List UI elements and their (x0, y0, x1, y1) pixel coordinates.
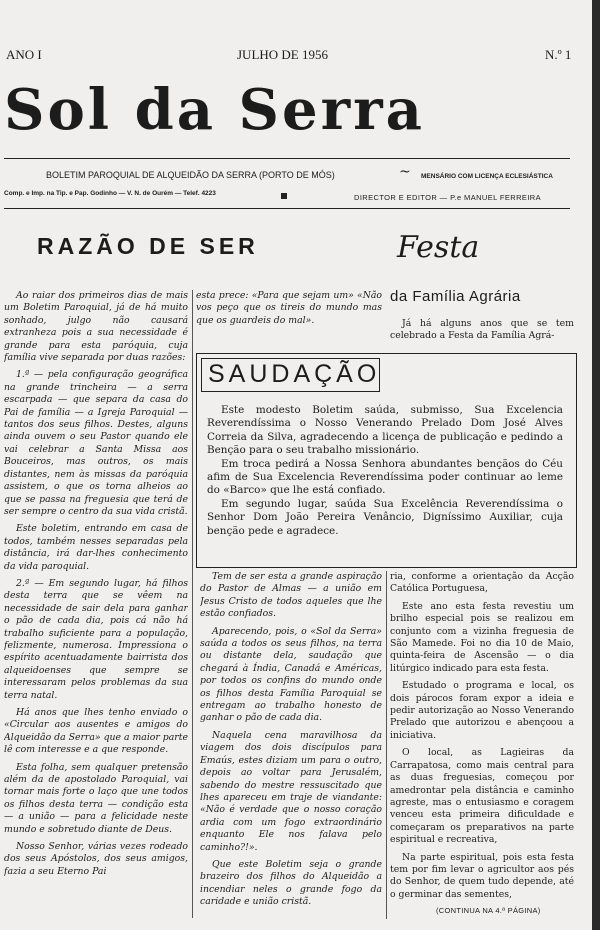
razao-column-2-top (196, 290, 382, 350)
razao-paragraph: Há anos que lhes tenho enviado o «Circular aos ausentes e amigos do Alqueidão da Serra» que a maior parte lê com interesse e a que responde. (4, 707, 188, 756)
razao-column-1 (4, 290, 188, 920)
column-divider (386, 571, 387, 919)
festa-paragraph: Este ano esta festa revestiu um brilho especial pois se realizou em conjunto com a vizinha freguesia de São Mamede. Foi no dia 10 de Maio, quinta-feira de Ascensão — o dia litúrgico indicado para esta festa. (390, 600, 574, 674)
razao-paragraph: Que este Boletim seja o grande brazeiro dos filhos do Alqueidão a incendiar neles o grande fogo da caridade e união cristã. (200, 858, 382, 908)
festa-paragraph: Já há alguns anos que se tem celebrado a Festa da Família Agrá- (390, 318, 574, 342)
saudacao-paragraph: Este modesto Boletim saúda, submisso, Sua Excelencia Reverendíssima o Nosso Venerando Prelado Dom José Alves Correia da Silva, agradecendo a licença de publicação e pedindo a Benção para o seu trabalho missionário. (207, 404, 563, 457)
issue-date: JULHO DE 1956 (237, 47, 328, 62)
festa-intro (390, 318, 574, 348)
masthead-rule (4, 158, 570, 159)
saudacao-paragraph: Em segundo lugar, saúda Sua Excelência Reverendíssima o Senhor Dom João Pereira Venâncio, Digníssimo Auxiliar, cuja benção pede e agradece. (207, 497, 563, 537)
festa-column (390, 571, 574, 906)
razao-paragraph: Nosso Senhor, várias vezes rodeado dos seus Apóstolos, dos seus amigos, fazia a seu Eterno Pai (4, 841, 188, 877)
monthly-license: MENSÁRIO COM LICENÇA ECLESIÁSTICA (421, 173, 553, 180)
director-editor: DIRECTOR E EDITOR — P.e MANUEL FERREIRA (354, 193, 542, 202)
razao-paragraph: Aparecendo, pois, o «Sol da Serra» saúda a todos os seus filhos, na terra ou distante dela, saudação que chegará à Índia, Canadá e Américas, por todos os confins do mundo onde os filhos desta Família Paroquial se entregam ao trabalho honesto de ganhar o pão de cada dia. (200, 625, 382, 724)
razao-paragraph: esta prece: «Para que sejam um» «Não vos peço que os tireis do mundo mas que os guardeis do mal». (196, 290, 382, 326)
separator-dot (281, 193, 287, 199)
festa-paragraph: Estudado o programa e local, os dois párocos foram expor a ideia e pedir autorização ao Nosso Venerando Prelado que autorizou e abençoou a iniciativa. (390, 680, 574, 741)
razao-paragraph: Esta folha, sem qualquer pretensão além da de apostolado Paroquial, vai tornar mais forte o laço que une todos os filhos desta terra — condição esta — a união — para a felicidade neste mundo e sobretudo diante de Deus. (4, 761, 188, 835)
saudacao-paragraph: Em troca pedirá a Nossa Senhora abundantes bençãos do Céu afim de Sua Excelencia Reverendíssima poder continuar ao leme do «Barco» que lhe está confiado. (207, 457, 563, 497)
printer-info: Comp. e Imp. na Tip. e Pap. Godinho — V. N. de Ourém — Telef. 4223 (4, 190, 216, 197)
festa-title: Festa (397, 230, 480, 265)
razao-title: RAZÃO DE SER (37, 233, 259, 259)
razao-paragraph: 2.ª — Em segundo lugar, há filhos desta terra que se vêem na necessidade de sair dela para ganhar o pão de cada dia, pois cá não há trabalho suficiente para a população, felizmente, numerosa. Impressiona o espírito acentuadamente bairrista dos alqueidoenses que sempre se interessaram pelos problemas da sua terra natal. (4, 577, 188, 701)
razao-paragraph: 1.ª — pela configuração geográfica na grande trincheira — a serra escarpada — que separa da casa do Pai de família — a Igreja Paroquial — tantos dos seus filhos. Destes, alguns ainda ouvem o seu Pastor quando ele vai celebrar a Santa Missa aos Bouceiros, mas outros, os mais distantes, nem às missas da paróquia assistem, o que os torna alheios ao que se passa na freguesia que terá de ser sempre o centro da sua vida cristã. (4, 369, 188, 517)
saudacao-box (196, 353, 577, 568)
razao-paragraph: Naquela cena maravilhosa da viagem dos dois discípulos para Emaús, estes diziam um para o outro, depois ao voltar para Jerusalém, sabendo do mestre ressuscitado que lhes apareceu em traje de viandante: «Não é verdade que o nosso coração ardia com um fogo extraordinário enquanto Ele nos falava pelo caminho?!». (200, 729, 382, 853)
issue-year: ANO I (6, 47, 42, 62)
column-divider (192, 290, 193, 918)
saudacao-text (207, 404, 563, 538)
razao-paragraph: Ao raiar dos primeiros dias de mais um Boletim Paroquial, já de há muito sonhado, julgo não causará extranheza pois a sua necessidade é grande para esta paróquia, cuja família vive separada por duas razões: (4, 290, 188, 364)
continued-note: (CONTINUA NA 4.ª PÁGINA) (436, 906, 541, 915)
razao-column-2-bottom (200, 571, 382, 921)
saudacao-title: SAUDAÇÃO (208, 360, 381, 388)
header-bottom-rule (4, 208, 570, 209)
razao-paragraph: Tem de ser esta a grande aspiração do Pastor de Almas — a união em Jesus Cristo de todos aqueles que lhe estão confiados. (200, 571, 382, 620)
festa-subtitle: da Família Agrária (390, 288, 521, 305)
subtitle-dash: ~ (399, 164, 411, 180)
masthead-subtitle: BOLETIM PAROQUIAL DE ALQUEIDÃO DA SERRA (PORTO DE MÓS) (46, 170, 335, 180)
scan-edge (592, 0, 600, 930)
razao-paragraph: Este boletim, entrando em casa de todos, também nesses separadas pela distância, irá dar-lhes conhecimento da vida paroquial. (4, 523, 188, 572)
festa-paragraph: ria, conforme a orientação da Acção Católica Portuguesa, (390, 571, 574, 595)
festa-paragraph: O local, as Lagieiras da Carrapatosa, como mais central para as duas freguesias, começou por amedrontar pela distância e caminho agreste, mas o entusiasmo e coragem venceu esta primeira dificuldade e começaram os preparativos na parte espiritual e recreativa, (390, 747, 574, 846)
festa-paragraph: Na parte espiritual, pois esta festa tem por fim levar o agricultor aos pés do Senhor, de quem tudo depende, até o germinar das sementes, (390, 851, 574, 900)
masthead-title: Sol da Serra (4, 77, 425, 143)
issue-number: N.º 1 (545, 47, 572, 62)
